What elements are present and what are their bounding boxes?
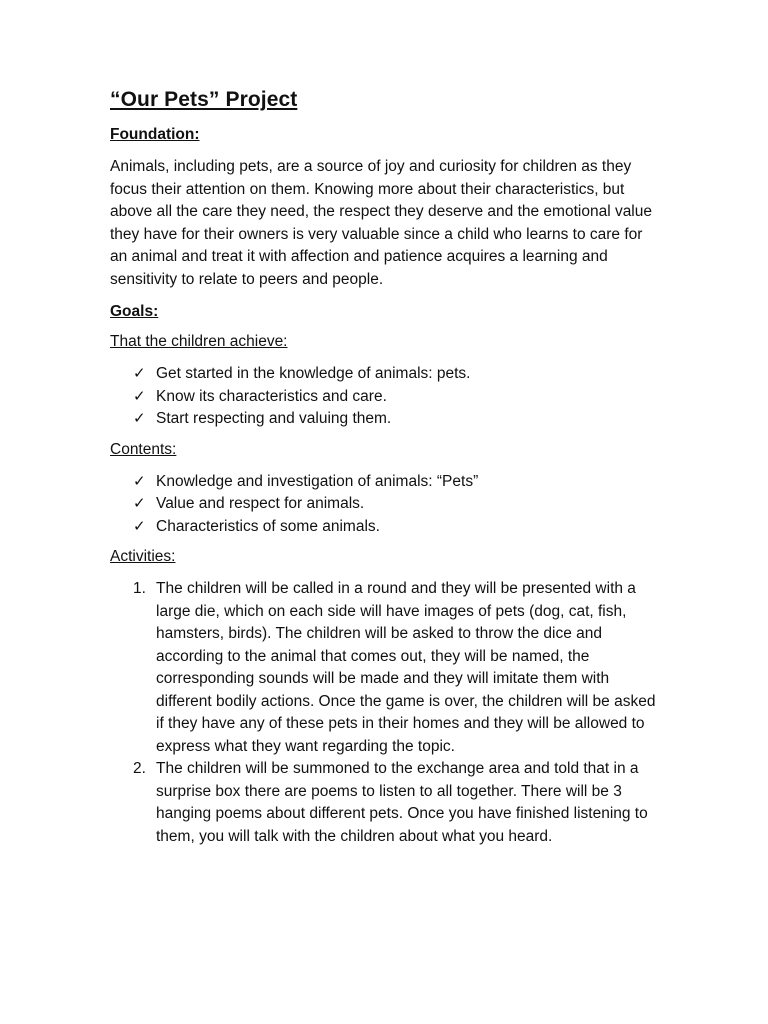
contents-item-text: Knowledge and investigation of animals: “Pets” bbox=[156, 472, 479, 490]
activities-heading: Activities: bbox=[110, 548, 176, 565]
checkmark-icon: ✓ bbox=[133, 365, 146, 382]
contents-item-text: Characteristics of some animals. bbox=[156, 517, 380, 535]
contents-list bbox=[110, 471, 668, 539]
activity-number: 2. bbox=[133, 760, 146, 777]
foundation-paragraph: Animals, including pets, are a source of joy and curiosity for children as they focus their attention on them. Knowing more about their characteristics, but above all the care they need, the respect they deserve and the emotional value they have for their owners is very valuable since a child who learns to care for an animal and treat it with affection and patience acquires a learning and sensitivity to relate to peers and people. bbox=[110, 158, 652, 288]
goal-item-text: Start respecting and valuing them. bbox=[156, 410, 392, 427]
goals-heading: Goals: bbox=[110, 303, 159, 320]
goal-item bbox=[133, 363, 668, 386]
activity-text: The children will be called in a round and they will be presented with a large die, which on each side will have images of pets (dog, cat, fish, hamsters, birds). The children will be asked to throw the dice and according to the animal that comes out, they will be named, the corresponding sounds will be made and they will imitate them with different bodily actions. Once the game is over, the children will be asked if they have any of these pets in their homes and they will be allowed to express what they want regarding the topic. bbox=[156, 580, 656, 755]
foundation-heading: Foundation: bbox=[110, 126, 200, 143]
checkmark-icon: ✓ bbox=[133, 387, 146, 405]
activity-text: The children will be summoned to the exchange area and told that in a surprise box there are poems to listen to all together. There will be 3 hanging poems about different pets. Once you have finished listening to them, you will talk with the children about what you heard. bbox=[156, 760, 648, 845]
goal-item bbox=[133, 408, 668, 431]
checkmark-icon: ✓ bbox=[133, 495, 146, 512]
document-title: “Our Pets” Project bbox=[110, 88, 298, 111]
contents-item bbox=[133, 516, 668, 539]
contents-item-text: Value and respect for animals. bbox=[156, 495, 365, 512]
contents-item bbox=[133, 471, 668, 494]
checkmark-icon: ✓ bbox=[133, 517, 146, 535]
activities-list bbox=[110, 578, 668, 848]
contents-item bbox=[133, 493, 668, 516]
goal-item-text: Know its characteristics and care. bbox=[156, 387, 387, 405]
goal-item-text: Get started in the knowledge of animals: pets. bbox=[156, 365, 471, 382]
activity-item bbox=[133, 758, 658, 848]
checkmark-icon: ✓ bbox=[133, 472, 146, 490]
activity-number: 1. bbox=[133, 580, 146, 597]
contents-heading: Contents: bbox=[110, 440, 177, 458]
checkmark-icon: ✓ bbox=[133, 410, 146, 427]
goals-subheading: That the children achieve: bbox=[110, 333, 288, 350]
goal-item bbox=[133, 386, 668, 409]
goals-list bbox=[110, 363, 668, 431]
activity-item bbox=[133, 578, 658, 758]
